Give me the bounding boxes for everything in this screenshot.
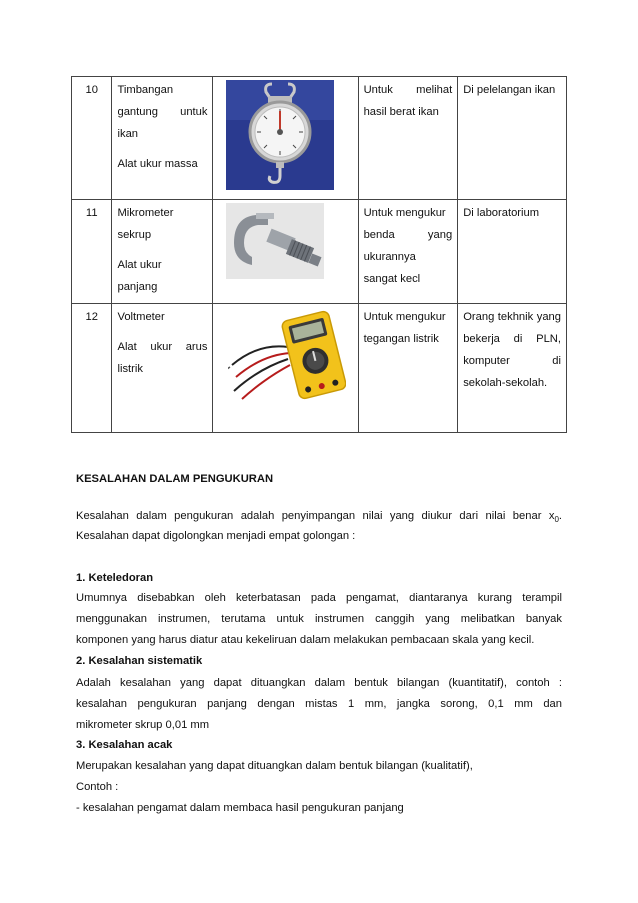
place-cell xyxy=(458,77,567,200)
place-cell xyxy=(458,200,567,304)
instrument-name-cell xyxy=(112,77,213,200)
item-line: Merupakan kesalahan yang dapat dituangkan dalam bentuk bilangan (kualitatif), xyxy=(76,760,473,772)
use-line: tegangan listrik xyxy=(363,333,439,345)
use-line: Untuk mengukur xyxy=(363,311,446,323)
instrument-kind: Alat ukur massa xyxy=(117,158,198,170)
multimeter-icon xyxy=(228,307,352,411)
item-title: 1. Keteledoran xyxy=(76,572,154,584)
use-line: Untuk melihat xyxy=(363,84,453,96)
row-number: 11 xyxy=(72,200,112,304)
place-line: Orang tekhnik yang xyxy=(463,311,561,323)
row-number: 12 xyxy=(72,304,112,433)
instrument-name-line: Timbangan xyxy=(117,84,174,96)
place-cell xyxy=(458,304,567,433)
table-row xyxy=(72,77,567,200)
item-line: Umumnya disebabkan oleh keterbatasan pada pengamat, diantaranya kurang terampil xyxy=(76,592,562,604)
instrument-name-cell xyxy=(112,200,213,304)
use-cell xyxy=(358,77,458,200)
section-heading: KESALAHAN DALAM PENGUKURAN xyxy=(76,473,274,485)
place-line: sekolah-sekolah. xyxy=(463,377,548,389)
instrument-table xyxy=(71,76,567,433)
row-number: 10 xyxy=(72,77,112,200)
instrument-kind-line: Alat ukur arus xyxy=(117,341,208,353)
instrument-kind-line: listrik xyxy=(117,363,143,375)
instrument-name-line: Voltmeter xyxy=(117,311,165,323)
use-line: ukurannya xyxy=(363,251,416,263)
item-line: Contoh : xyxy=(76,781,119,793)
item-line: Adalah kesalahan yang dapat dituangkan dalam bentuk bilangan (kuantitatif), contoh : xyxy=(76,677,562,689)
item-line: - kesalahan pengamat dalam membaca hasil pengukuran panjang xyxy=(76,802,404,814)
item-title: 3. Kesalahan acak xyxy=(76,739,173,751)
instrument-kind-line: Alat ukur xyxy=(117,259,162,271)
item-line: kesalahan pengukuran panjang dengan mistas 1 mm, jangka sorong, 0,1 mm dan xyxy=(76,698,562,710)
place-line: Di laboratorium xyxy=(463,207,540,219)
hanging-scale-icon xyxy=(226,80,352,198)
instrument-name-line: Mikrometer xyxy=(117,207,174,219)
use-line: hasil berat ikan xyxy=(363,106,439,118)
place-line: bekerja di PLN, xyxy=(463,333,561,345)
table-row xyxy=(72,200,567,304)
instrument-kind-line: panjang xyxy=(117,281,158,293)
intro-line: Kesalahan dapat digolongkan menjadi empat golongan : xyxy=(76,530,356,542)
place-line: Di pelelangan ikan xyxy=(463,84,556,96)
table-row xyxy=(72,304,567,433)
instrument-name-line: sekrup xyxy=(117,229,152,241)
instrument-name-line: gantung untuk xyxy=(117,106,208,118)
item-line: menggunakan instrumen, terutama untuk instrumen canggih yang melibatkan banyak xyxy=(76,613,562,625)
use-cell xyxy=(358,200,458,304)
instrument-name-line: ikan xyxy=(117,128,139,140)
use-line: Untuk mengukur xyxy=(363,207,446,219)
item-title: 2. Kesalahan sistematik xyxy=(76,655,203,667)
micrometer-icon xyxy=(226,203,352,287)
instrument-name-cell xyxy=(112,304,213,433)
instrument-image-cell xyxy=(213,77,358,200)
item-line: komponen yang harus diatur atau kekeliruan dalam melakukan pembacaan skala yang kecil. xyxy=(76,634,535,646)
use-line: sangat kecl xyxy=(363,273,421,285)
instrument-image-cell xyxy=(213,200,358,304)
instrument-image-cell xyxy=(213,304,358,433)
item-line: mikrometer skrup 0,01 mm xyxy=(76,719,210,731)
place-line: komputer di xyxy=(463,355,561,367)
use-line: benda yang xyxy=(363,229,453,241)
use-cell xyxy=(358,304,458,433)
intro-line: Kesalahan dalam pengukuran adalah penyimpangan nilai yang diukur dari nilai benar $x_0$. xyxy=(76,510,562,525)
